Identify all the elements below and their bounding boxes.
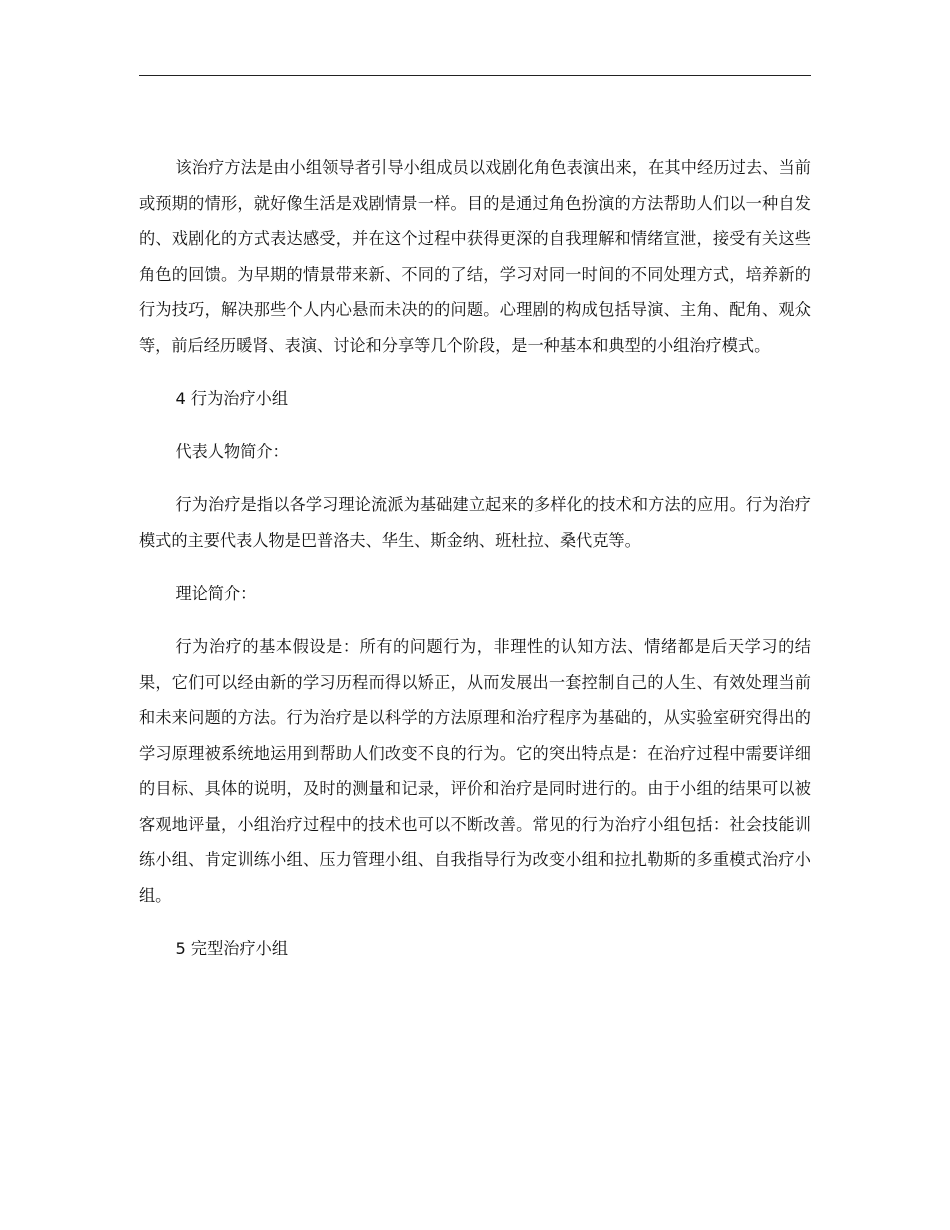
- header-rule: [139, 75, 811, 76]
- subheading-representative-figures: 代表人物简介：: [175, 442, 289, 461]
- paragraph-representative-figures: 行为治疗是指以各学习理论流派为基础建立起来的多样化的技术和方法的应用。行为治疗模式的主要代表人物是巴普洛夫、华生、斯金纳、班杜拉、桑代克等。: [139, 495, 811, 550]
- paragraph-psychodrama: 该治疗方法是由小组领导者引导小组成员以戏剧化角色表演出来，在其中经历过去、当前或预期的情形，就好像生活是戏剧情景一样。目的是通过角色扮演的方法帮助人们以一种自发的、戏剧化的方式表达感受，并在这个过程中获得更深的自我理解和情绪宣泄，接受有关这些角色的回馈。为早期的情景带来新、不同的了结，学习对同一时间的不同处理方式，培养新的行为技巧，解决那些个人内心悬而未决的的问题。心理剧的构成包括导演、主角、配角、观众等，前后经历暖肾、表演、讨论和分享等几个阶段，是一种基本和典型的小组治疗模式。: [139, 158, 811, 355]
- subheading-theory-intro: 理论简介：: [175, 584, 257, 603]
- section-heading-gestalt-therapy-group: 5 完型治疗小组: [175, 939, 289, 958]
- paragraph-theory-intro: 行为治疗的基本假设是：所有的问题行为，非理性的认知方法、情绪都是后天学习的结果，它们可以经由新的学习历程而得以矫正，从而发展出一套控制自己的人生、有效处理当前和未来问题的方法。行为治疗是以科学的方法原理和治疗程序为基础的，从实验室研究得出的学习原理被系统地运用到帮助人们改变不良的行为。它的突出特点是：在治疗过程中需要详细的目标、具体的说明，及时的测量和记录，评价和治疗是同时进行的。由于小组的结果可以被客观地评量，小组治疗过程中的技术也可以不断改善。常见的行为治疗小组包括：社会技能训练小组、肯定训练小组、压力管理小组、自我指导行为改变小组和拉扎勒斯的多重模式治疗小组。: [139, 637, 811, 905]
- section-heading-behavior-therapy-group: 4 行为治疗小组: [175, 389, 289, 408]
- document-body: [139, 150, 811, 984]
